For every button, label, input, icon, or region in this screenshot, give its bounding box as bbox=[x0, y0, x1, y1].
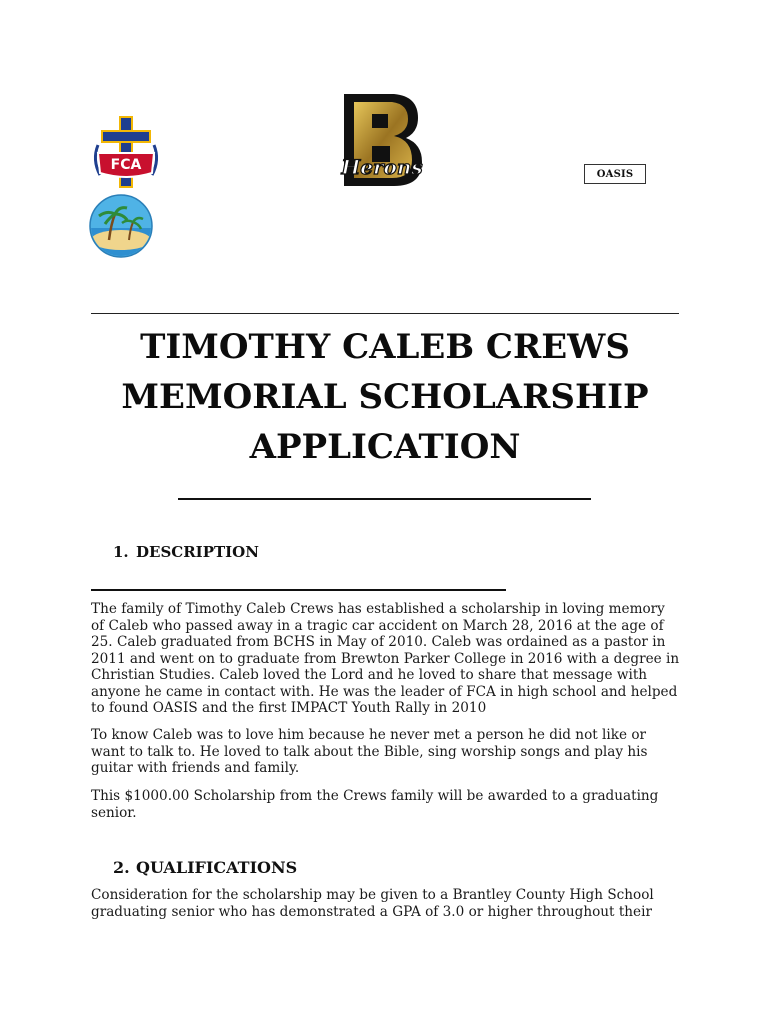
section-heading-description bbox=[113, 543, 259, 561]
oasis-label: OASIS bbox=[584, 164, 646, 184]
section-title: DESCRIPTION bbox=[136, 543, 259, 561]
top-divider bbox=[91, 313, 679, 314]
section-divider bbox=[91, 589, 506, 591]
page-title bbox=[60, 322, 710, 472]
svg-text:Herons: Herons bbox=[341, 155, 423, 179]
title-line-1: TIMOTHY CALEB CREWS bbox=[140, 327, 630, 367]
description-paragraph-3: This $1000.00 Scholarship from the Crews family will be awarded to a graduating senior. bbox=[91, 788, 659, 821]
description-paragraph-1: The family of Timothy Caleb Crews has established a scholarship in loving memory of Caleb who passed away in a tragic car accident on March 28, 2016 at the age of 25. Caleb graduated from BCHS in May of 2010. Caleb was ordained as a pastor in 2011 and went on to graduate from Brewton Parker College in 2016 with a degree in Christian Studies. Caleb loved the Lord and he loved to share that message with anyone he came in contact with. He was the leader of FCA in high school and helped to found OASIS and the first IMPACT Youth Rally in 2010 bbox=[91, 601, 680, 716]
section-heading-qualifications bbox=[113, 858, 297, 877]
beach-logo bbox=[89, 194, 153, 258]
fca-logo-text: FCA bbox=[110, 157, 142, 173]
section-number: 1. bbox=[113, 543, 129, 561]
title-underline bbox=[178, 498, 591, 500]
title-line-3: APPLICATION bbox=[249, 427, 521, 467]
section-title: QUALIFICATIONS bbox=[136, 858, 298, 877]
section-number: 2. bbox=[113, 858, 130, 877]
herons-logo bbox=[336, 90, 428, 192]
description-paragraph-2: To know Caleb was to love him because he never met a person he did not like or want to talk to. He loved to talk about the Bible, sing worship songs and play his guitar with friends and family. bbox=[91, 727, 648, 776]
fca-logo bbox=[90, 115, 162, 189]
qualifications-paragraph-1: Consideration for the scholarship may be given to a Brantley County High School graduating senior who has demonstrated a GPA of 3.0 or higher throughout their bbox=[91, 887, 654, 920]
title-line-2: MEMORIAL SCHOLARSHIP bbox=[121, 377, 649, 417]
